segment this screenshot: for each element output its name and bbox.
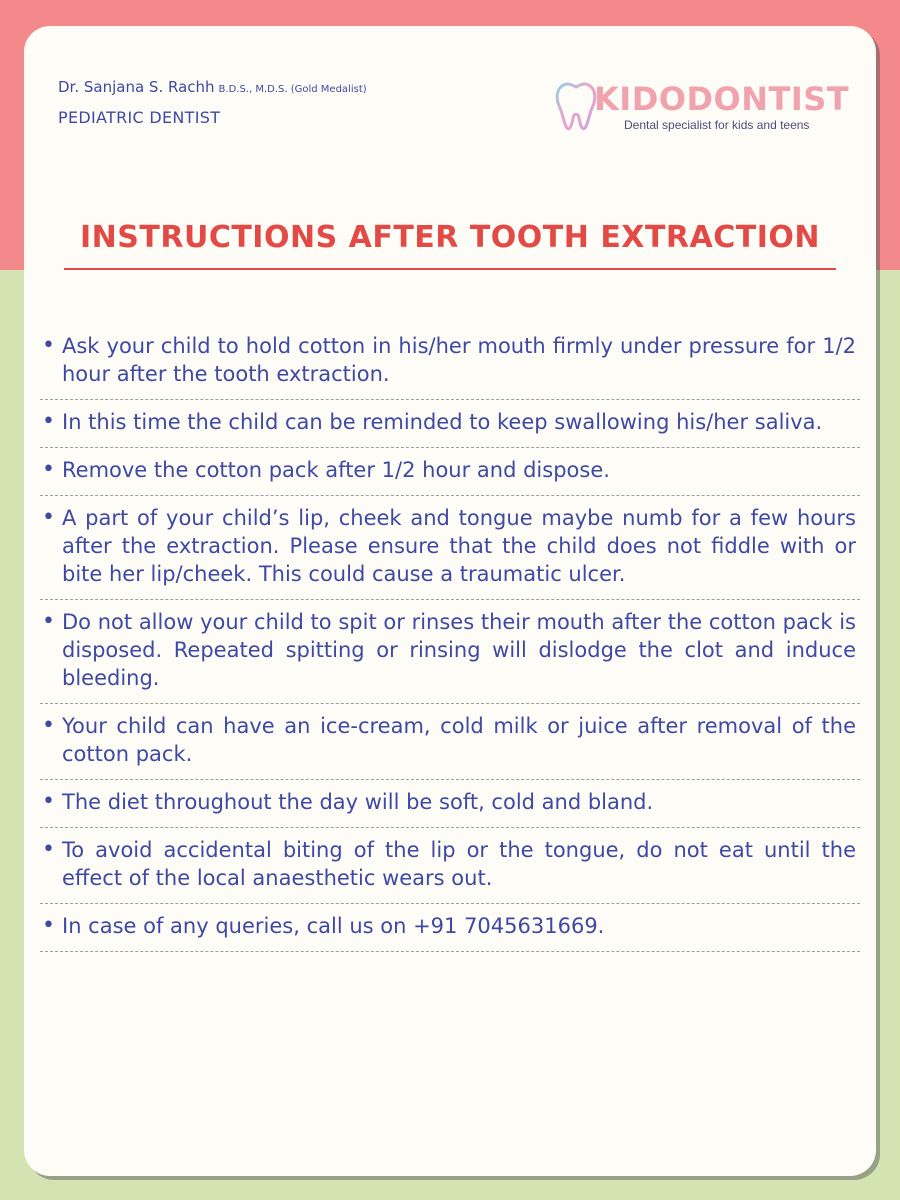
instruction-card bbox=[24, 26, 876, 1176]
bullet-icon: • bbox=[42, 457, 55, 482]
list-item bbox=[40, 904, 860, 952]
instruction-text: To avoid accidental biting of the lip or the tongue, do not eat until the effect of the local anaesthetic wears out. bbox=[62, 838, 856, 890]
bullet-icon: • bbox=[42, 837, 55, 862]
bullet-icon: • bbox=[42, 609, 55, 634]
instruction-text: A part of your child’s lip, cheek and tongue maybe numb for a few hours after the extraction. Please ensure that the child does not fiddle with or bite her lip/cheek. This could cause a traumatic ulcer. bbox=[62, 506, 856, 586]
list-item bbox=[40, 828, 860, 904]
doctor-name: Dr. Sanjana S. Rachh bbox=[58, 78, 215, 96]
doctor-info bbox=[58, 78, 367, 127]
brand-tagline: Dental specialist for kids and teens bbox=[624, 118, 810, 132]
list-item bbox=[40, 496, 860, 600]
list-item bbox=[40, 448, 860, 496]
page-title: INSTRUCTIONS AFTER TOOTH EXTRACTION bbox=[80, 220, 820, 255]
bullet-icon: • bbox=[42, 913, 55, 938]
doctor-specialty: PEDIATRIC DENTIST bbox=[58, 108, 221, 127]
clinic-logo bbox=[554, 74, 854, 134]
instruction-text: The diet throughout the day will be soft, cold and bland. bbox=[62, 790, 654, 814]
list-item bbox=[40, 324, 860, 400]
list-item bbox=[40, 780, 860, 828]
doctor-degrees: B.D.S., M.D.S. (Gold Medalist) bbox=[218, 84, 367, 95]
bullet-icon: • bbox=[42, 713, 55, 738]
instruction-text: Your child can have an ice-cream, cold milk or juice after removal of the cotton pack. bbox=[62, 714, 856, 766]
instruction-text: Remove the cotton pack after 1/2 hour and dispose. bbox=[62, 458, 610, 482]
title-underline bbox=[64, 268, 836, 270]
bullet-icon: • bbox=[42, 409, 55, 434]
list-item bbox=[40, 600, 860, 704]
tooth-icon bbox=[554, 78, 598, 132]
instruction-text: Do not allow your child to spit or rinses their mouth after the cotton pack is disposed. Repeated spitting or rinsing will dislodge the clot and induce bleeding. bbox=[62, 610, 856, 690]
instructions-list bbox=[40, 324, 860, 952]
bullet-icon: • bbox=[42, 333, 55, 358]
list-item bbox=[40, 704, 860, 780]
instruction-text: In this time the child can be reminded to keep swallowing his/her saliva. bbox=[62, 410, 823, 434]
instruction-text: In case of any queries, call us on +91 7045631669. bbox=[62, 914, 605, 938]
bullet-icon: • bbox=[42, 789, 55, 814]
brand-name: KIDODONTIST bbox=[594, 80, 850, 118]
instruction-text: Ask your child to hold cotton in his/her mouth firmly under pressure for 1/2 hour after the tooth extraction. bbox=[62, 334, 856, 386]
bullet-icon: • bbox=[42, 505, 55, 530]
list-item bbox=[40, 400, 860, 448]
